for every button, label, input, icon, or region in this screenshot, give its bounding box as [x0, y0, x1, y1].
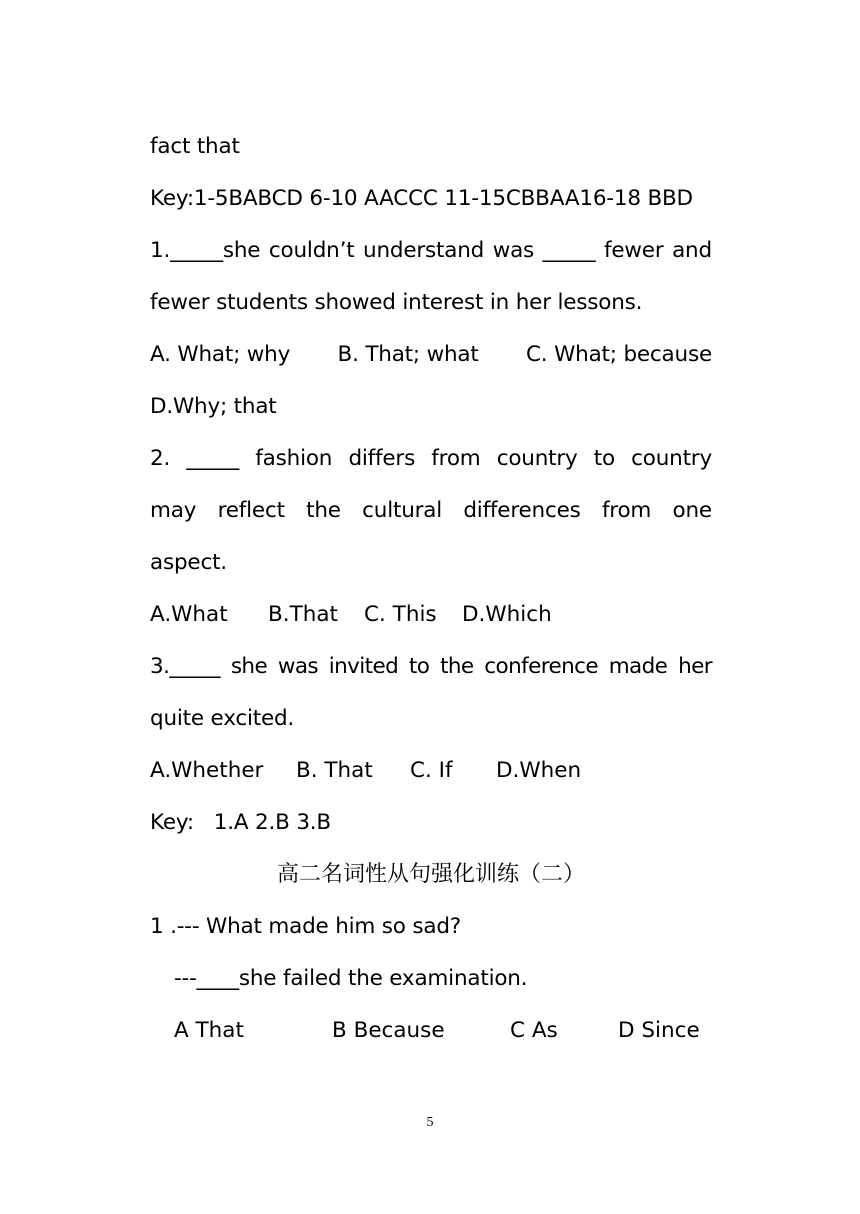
question-4-option-c: C As — [510, 1018, 558, 1043]
question-3-stem — [150, 654, 712, 680]
question-4-option-b: B Because — [332, 1018, 445, 1043]
word: invited — [328, 654, 399, 679]
word: the — [440, 654, 474, 679]
word: conference — [484, 654, 598, 679]
question-1-option-d: D.Why; that — [150, 394, 277, 419]
word: country — [496, 446, 578, 471]
word: may — [150, 498, 197, 523]
word: 2. — [150, 446, 171, 471]
word: differs — [348, 446, 416, 471]
word: one — [672, 498, 712, 523]
word: _____ — [542, 238, 596, 263]
word: from — [431, 446, 481, 471]
question-3-stem-continued: quite excited. — [150, 706, 295, 731]
word: cultural — [362, 498, 443, 523]
text-line: fact that — [150, 134, 240, 159]
question-2-option-b: B.That — [268, 602, 338, 627]
word: reflect — [217, 498, 285, 523]
option: A. What; why — [150, 342, 291, 367]
question-4-stem: 1 .--- What made him so sad? — [150, 914, 462, 939]
word: was — [277, 654, 319, 679]
page-number: 5 — [426, 1115, 434, 1130]
question-1-stem-continued: fewer students showed interest in her lessons. — [150, 290, 643, 315]
word: the — [306, 498, 341, 523]
question-2-stem-end: aspect. — [150, 550, 227, 575]
option: C. What; because — [526, 342, 712, 367]
question-1-options — [150, 342, 712, 368]
question-3-option-c: C. If — [410, 758, 453, 783]
word: fashion — [255, 446, 333, 471]
section-heading: 高二名词性从句强化训练（二） — [276, 862, 585, 887]
word: to — [408, 654, 430, 679]
question-3-option-b: B. That — [296, 758, 373, 783]
question-3-option-a: A.Whether — [150, 758, 264, 783]
word: couldn’t — [268, 238, 355, 263]
question-4-option-a: A That — [174, 1018, 244, 1043]
word: from — [601, 498, 652, 523]
question-2-option-c: C. This — [364, 602, 437, 627]
question-4-response: ---____she failed the examination. — [174, 966, 528, 991]
word: she — [230, 654, 268, 679]
answer-key-line: Key:1-5BABCD 6-10 AACCC 11-15CBBAA16-18 BBD — [150, 186, 693, 211]
word: country — [631, 446, 712, 471]
question-4-option-d: D Since — [618, 1018, 700, 1043]
option: B. That; what — [337, 342, 479, 367]
word: fewer — [604, 238, 664, 263]
word: was — [492, 238, 535, 263]
question-2-stem — [150, 446, 712, 472]
question-1-stem — [150, 238, 712, 264]
word: _____ — [186, 446, 240, 471]
word: and — [672, 238, 712, 263]
word: 1._____she — [150, 238, 261, 263]
word: 3._____ — [150, 654, 221, 679]
word: made — [608, 654, 668, 679]
word: differences — [463, 498, 581, 523]
question-2-option-a: A.What — [150, 602, 228, 627]
question-2-stem-continued — [150, 498, 712, 524]
answer-key-line: Key: 1.A 2.B 3.B — [150, 810, 331, 835]
question-2-option-d: D.Which — [462, 602, 552, 627]
word: to — [593, 446, 615, 471]
question-3-option-d: D.When — [496, 758, 582, 783]
word: understand — [363, 238, 485, 263]
word: her — [678, 654, 712, 679]
